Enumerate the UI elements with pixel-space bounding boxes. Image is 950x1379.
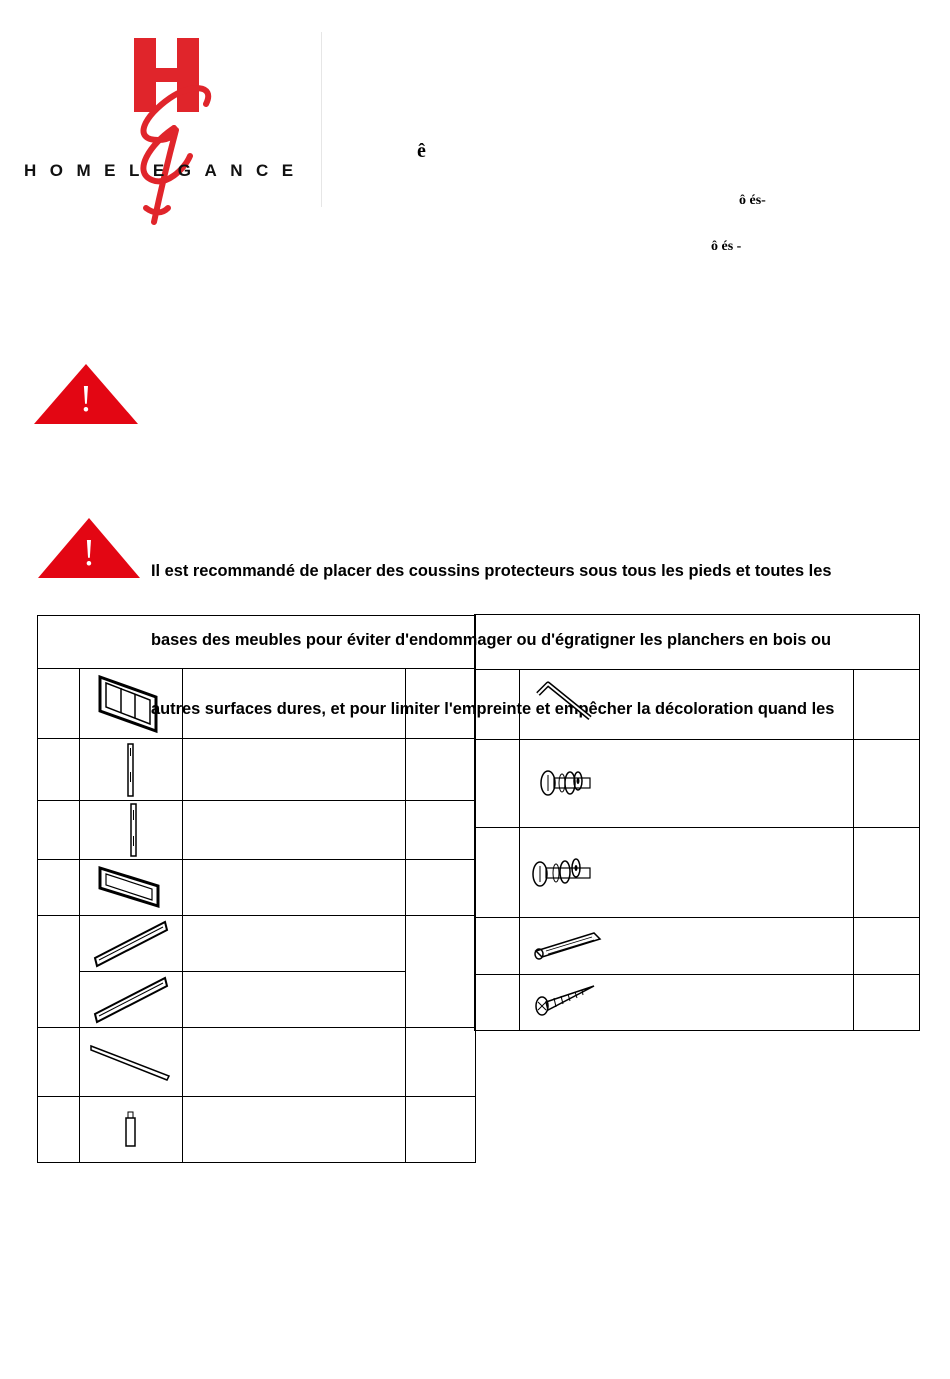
- table-row: [38, 860, 476, 916]
- notice-line: Il est recommandé de placer des coussins protecteurs sous tous les pieds et toutes les: [151, 562, 832, 580]
- part-image-cell: [520, 975, 854, 1031]
- part-description-cell: [183, 1097, 406, 1163]
- part-id-cell: [475, 975, 520, 1031]
- part-description-cell: [183, 860, 406, 916]
- header-fragment: ô és-: [739, 193, 766, 208]
- warning-triangle-icon: [38, 518, 140, 578]
- wood-screw-icon: [534, 982, 598, 1018]
- allen-key-icon: [534, 680, 594, 724]
- table-header-row: [38, 616, 476, 669]
- part-description-cell: [183, 916, 406, 972]
- side-rail-bracket-icon: [121, 802, 141, 858]
- warning-triangle-icon: [34, 364, 138, 424]
- logo-divider: [321, 32, 322, 207]
- table-row: [38, 916, 476, 972]
- part-quantity-cell: [854, 975, 920, 1031]
- part-quantity-cell: [406, 669, 476, 739]
- table-row: [475, 918, 920, 975]
- part-id-cell: [38, 1028, 80, 1097]
- table-row: [475, 828, 920, 918]
- table-row: [38, 1028, 476, 1097]
- notice-line: autres surfaces dures, et pour limiter l'empreinte et empêcher la décoloration quand les: [151, 700, 835, 718]
- table-header-row: [475, 615, 920, 670]
- part-id-cell: [475, 828, 520, 918]
- table-row: [38, 669, 476, 739]
- table-row: [475, 740, 920, 828]
- part-quantity-cell: [406, 1028, 476, 1097]
- part-description-cell: [183, 972, 406, 1028]
- parts-table-right: [474, 614, 920, 1031]
- part-id-cell: [475, 918, 520, 975]
- table-row: [475, 975, 920, 1031]
- part-image-cell: [80, 669, 183, 739]
- part-quantity-cell: [854, 828, 920, 918]
- part-id-cell: [475, 670, 520, 740]
- part-quantity-cell: [406, 1097, 476, 1163]
- logo-wordmark: HOMELEGANCE: [24, 161, 307, 180]
- wooden-dowel-icon: [532, 927, 604, 961]
- footboard-panel-icon: [96, 864, 166, 912]
- part-id-cell: [38, 1097, 80, 1163]
- header-fragment: ê: [417, 140, 426, 162]
- frame-panel-icon: [96, 673, 166, 735]
- header-fragment: ô és -: [711, 239, 742, 254]
- part-description-cell: [183, 669, 406, 739]
- warning-symbol: !: [79, 378, 93, 420]
- part-id-cell: [38, 739, 80, 801]
- part-quantity-cell: [406, 916, 476, 1028]
- part-image-cell: [520, 828, 854, 918]
- part-quantity-cell: [406, 860, 476, 916]
- table-row: [475, 670, 920, 740]
- parts-table-left: [37, 615, 476, 1163]
- side-rail-bracket-icon: [121, 742, 141, 798]
- bolt-washer-set-icon: [532, 848, 596, 892]
- part-image-cell: [520, 918, 854, 975]
- warning-symbol: !: [82, 532, 96, 574]
- part-image-cell: [80, 972, 183, 1028]
- part-id-cell: [38, 669, 80, 739]
- part-image-cell: [80, 801, 183, 860]
- part-description-cell: [183, 801, 406, 860]
- part-quantity-cell: [854, 670, 920, 740]
- part-image-cell: [520, 670, 854, 740]
- part-image-cell: [520, 740, 854, 828]
- part-id-cell: [38, 860, 80, 916]
- support-leg-icon: [121, 1110, 141, 1150]
- part-quantity-cell: [854, 918, 920, 975]
- slat-rail-icon: [91, 918, 171, 970]
- part-id-cell: [38, 916, 80, 1028]
- part-image-cell: [80, 1097, 183, 1163]
- table-header-cell: [38, 616, 476, 669]
- part-image-cell: [80, 916, 183, 972]
- part-quantity-cell: [406, 801, 476, 860]
- table-row: [38, 801, 476, 860]
- part-id-cell: [38, 801, 80, 860]
- bolt-washer-set-icon: [540, 761, 596, 801]
- slat-rail-icon: [91, 974, 171, 1026]
- support-bar-icon: [89, 1040, 173, 1084]
- part-image-cell: [80, 1028, 183, 1097]
- table-header-cell: [475, 615, 920, 670]
- part-quantity-cell: [854, 740, 920, 828]
- part-description-cell: [183, 1028, 406, 1097]
- part-id-cell: [475, 740, 520, 828]
- part-description-cell: [183, 739, 406, 801]
- part-image-cell: [80, 739, 183, 801]
- table-row: [38, 739, 476, 801]
- part-image-cell: [80, 860, 183, 916]
- homelegance-logo: [20, 30, 325, 225]
- notice-line: bases des meubles pour éviter d'endommager ou d'égratigner les planchers en bois ou: [151, 631, 831, 649]
- part-quantity-cell: [406, 739, 476, 801]
- table-row: [38, 1097, 476, 1163]
